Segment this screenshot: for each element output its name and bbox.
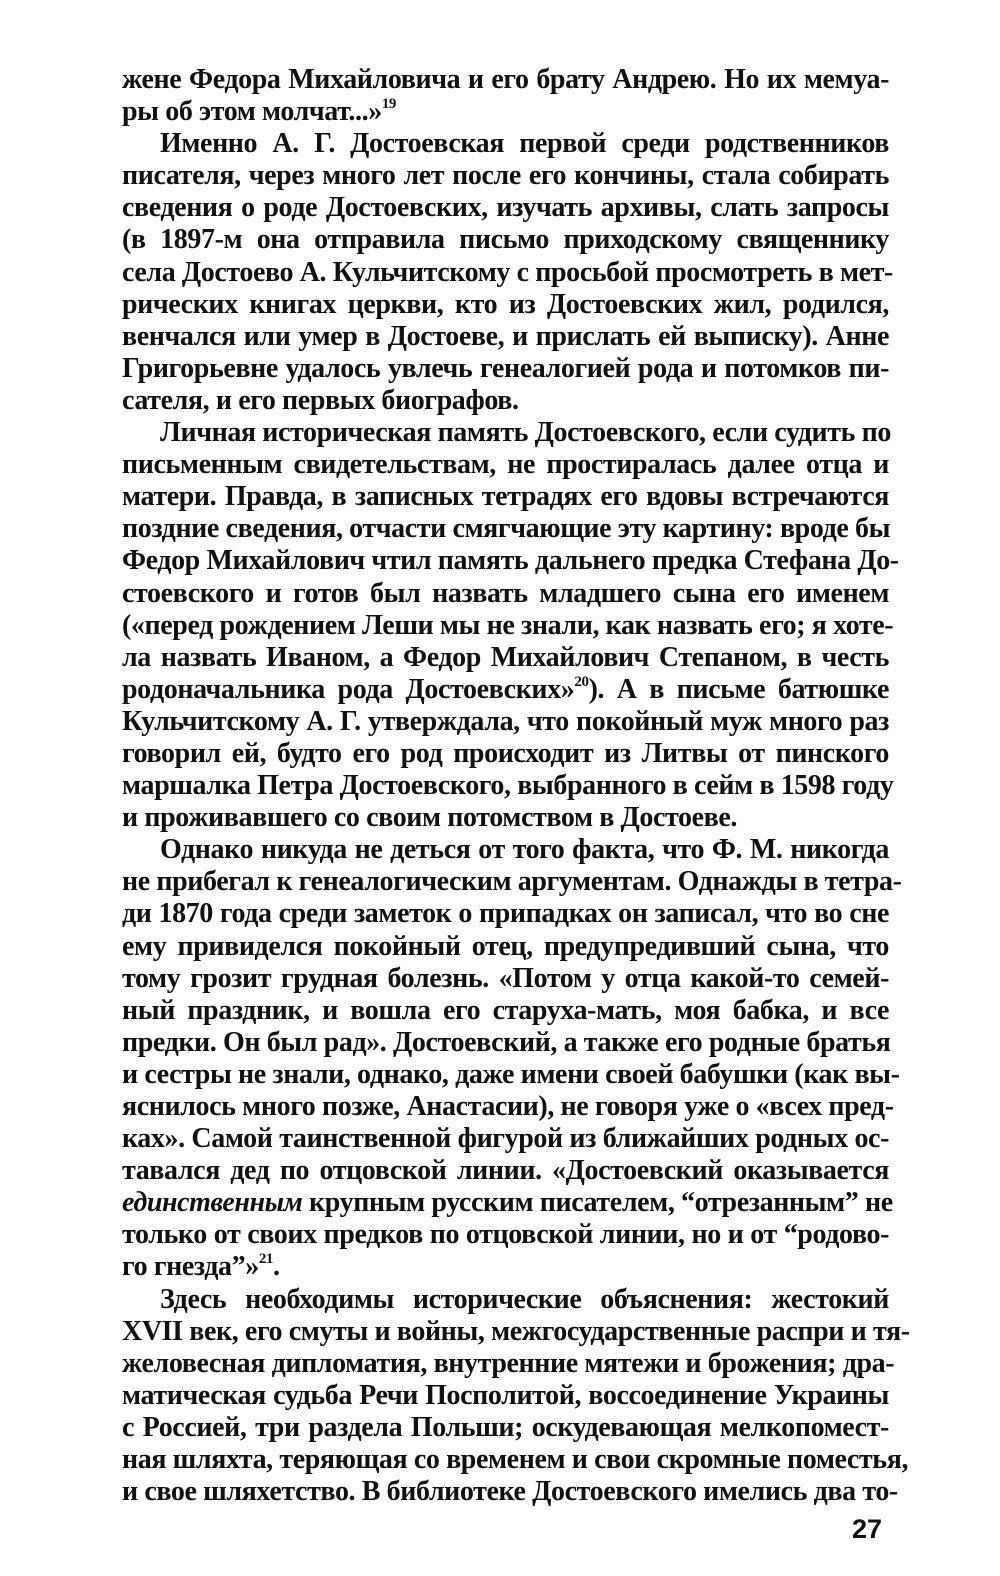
footnote-marker: 21 bbox=[258, 1251, 274, 1268]
text-segment: Однако никуда не деться от того факта, что Ф. М. никогда bbox=[160, 834, 889, 866]
text-segment: письменным свидетельствам, не простиралась далее отца и bbox=[122, 449, 889, 481]
text-segment: ). А в письме батюшке bbox=[588, 673, 889, 705]
text-segment: говорил ей, будто его род происходит из Литвы от пинского bbox=[122, 737, 889, 769]
text-segment: стоевского и готов был назвать младшего сына его именем bbox=[122, 577, 889, 609]
text-segment: яснилось много позже, Анастасии), не говоря уже о «всех пред- bbox=[122, 1091, 894, 1122]
text-line bbox=[122, 931, 889, 963]
text-line bbox=[122, 481, 889, 513]
text-segment: предки. Он был рад». Достоевский, а также его родные братья bbox=[122, 1026, 891, 1058]
text-segment: Здесь необходимы исторические объяснения: жестокий bbox=[160, 1283, 889, 1315]
text-line bbox=[122, 1219, 889, 1251]
text-line bbox=[122, 802, 889, 834]
text-segment: Григорьевне удалось увлечь генеалогией рода и потомков пи- bbox=[122, 352, 889, 384]
text-line bbox=[122, 995, 889, 1027]
text-segment: . bbox=[273, 1251, 280, 1283]
text-segment: тавался дед по отцовской линии. «Достоевский оказывается bbox=[122, 1155, 889, 1187]
text-line bbox=[122, 289, 889, 321]
text-segment: маршалка Петра Достоевского, выбранного в сейм в 1598 году bbox=[122, 770, 894, 802]
text-line bbox=[122, 1315, 910, 1348]
text-line bbox=[122, 1027, 889, 1059]
text-line bbox=[122, 321, 889, 353]
text-line bbox=[122, 642, 889, 674]
text-line bbox=[122, 706, 889, 738]
text-segment: венчался или умер в Достоеве, и прислать ей выписку). Анне bbox=[122, 320, 889, 352]
text-segment: и сестры не знали, однако, даже имени своей бабушки (как вы- bbox=[122, 1058, 900, 1090]
book-page-text bbox=[122, 64, 910, 1508]
text-line bbox=[122, 1444, 909, 1476]
text-line bbox=[122, 1123, 889, 1155]
text-line bbox=[122, 770, 894, 802]
text-segment: сателя, и его первых биографов. bbox=[122, 384, 519, 416]
text-line bbox=[122, 1091, 894, 1123]
text-line bbox=[122, 1412, 889, 1444]
page-number: 27 bbox=[852, 1514, 883, 1544]
text-line bbox=[122, 1155, 889, 1187]
text-line bbox=[122, 578, 889, 610]
text-line bbox=[122, 160, 889, 192]
text-line bbox=[122, 1058, 900, 1091]
footnote-marker: 19 bbox=[381, 96, 397, 113]
text-segment: Личная историческая память Достоевского, если судить по bbox=[160, 417, 891, 449]
text-segment: ры об этом молчат...» bbox=[122, 96, 382, 128]
text-segment: XVII век, его смуты и войны, межгосударственные распри и тя- bbox=[122, 1315, 910, 1347]
text-segment: рических книгах церкви, кто из Достоевских жил, родился, bbox=[122, 288, 889, 320]
text-segment: родоначальника рода Достоевских» bbox=[122, 673, 575, 705]
text-line bbox=[122, 96, 889, 128]
text-segment: желовесная дипломатия, внутренние мятежи и брожения; дра- bbox=[122, 1347, 895, 1379]
text-segment: крупным русским писателем, “отрезанным” не bbox=[302, 1187, 893, 1219]
text-line bbox=[122, 1251, 889, 1283]
text-line bbox=[122, 963, 889, 995]
text-line bbox=[122, 1476, 898, 1508]
footnote-marker: 20 bbox=[574, 673, 589, 690]
text-line bbox=[122, 866, 902, 898]
text-line bbox=[122, 674, 889, 706]
paragraph-first-line bbox=[122, 1284, 889, 1316]
paragraph-first-line bbox=[122, 417, 889, 449]
text-line bbox=[122, 385, 889, 417]
text-line bbox=[122, 1187, 893, 1219]
text-line bbox=[122, 1380, 889, 1412]
text-segment: сведения о роде Достоевских, изучать архивы, слать запросы bbox=[122, 192, 889, 224]
text-segment: Именно А. Г. Достоевская первой среди родственников bbox=[160, 128, 889, 160]
text-line bbox=[122, 64, 889, 96]
text-segment: ный праздник, и вошла его старуха-мать, моя бабка, и все bbox=[122, 994, 889, 1026]
text-line bbox=[122, 545, 899, 577]
text-segment: матическая судьба Речи Посполитой, воссоединение Украины bbox=[122, 1379, 889, 1411]
text-segment: ла назвать Иваном, а Федор Михайлович Степаном, в честь bbox=[122, 641, 889, 673]
text-segment: матери. Правда, в записных тетрадях его вдовы встречаются bbox=[122, 481, 889, 513]
text-line bbox=[122, 898, 889, 930]
text-segment: с Россией, три раздела Польши; оскудевающая мелкопомест- bbox=[122, 1411, 889, 1443]
text-segment: («перед рождением Леши мы не знали, как назвать его; я хоте- bbox=[122, 609, 894, 641]
text-line bbox=[122, 224, 889, 256]
text-line bbox=[122, 192, 889, 224]
text-segment: ная шляхта, теряющая со временем и свои скромные поместья, bbox=[122, 1444, 909, 1476]
text-line bbox=[122, 256, 893, 289]
text-segment: только от своих предков по отцовской линии, но и от “родово- bbox=[122, 1219, 889, 1251]
text-line bbox=[122, 513, 889, 545]
text-segment: тому грозит грудная болезнь. «Потом у отца какой-то семей- bbox=[122, 962, 889, 994]
text-segment: ках». Самой таинственной фигурой из ближайших родных ос- bbox=[122, 1123, 889, 1155]
text-line bbox=[122, 1347, 895, 1380]
text-line bbox=[122, 449, 889, 481]
text-segment: (в 1897-м она отправила письмо приходскому священнику bbox=[122, 224, 889, 256]
text-segment: и проживавшего со своим потомством в Достоеве. bbox=[122, 802, 738, 834]
text-segment: го гнезда”» bbox=[122, 1251, 259, 1283]
text-segment: села Достоево А. Кульчитскому с просьбой просмотреть в мет- bbox=[122, 256, 893, 288]
paragraph-first-line bbox=[122, 834, 889, 866]
text-segment: ему привиделся покойный отец, предупредивший сына, что bbox=[122, 930, 889, 962]
text-segment: жене Федора Михайловича и его брату Андрею. Но их мемуа- bbox=[122, 64, 889, 95]
text-line bbox=[122, 353, 889, 385]
paragraph-first-line bbox=[122, 128, 889, 160]
text-segment: писателя, через много лет после его кончины, стала собирать bbox=[122, 160, 889, 192]
text-segment: не прибегал к генеалогическим аргументам. Однажды в тетра- bbox=[122, 866, 902, 898]
text-segment: ди 1870 года среди заметок о припадках он записал, что во сне bbox=[122, 898, 889, 930]
text-segment: поздние сведения, отчасти смягчающие эту картину: вроде бы bbox=[122, 513, 891, 545]
text-line bbox=[122, 738, 889, 770]
text-line bbox=[122, 609, 894, 642]
text-segment: Федор Михайлович чтил память дальнего предка Стефана До- bbox=[122, 545, 899, 577]
text-segment: и свое шляхетство. В библиотеке Достоевского имелись два то- bbox=[122, 1476, 898, 1508]
text-segment: Кульчитскому А. Г. утверждала, что покойный муж много раз bbox=[122, 705, 889, 737]
italic-text: единственным bbox=[122, 1187, 303, 1219]
